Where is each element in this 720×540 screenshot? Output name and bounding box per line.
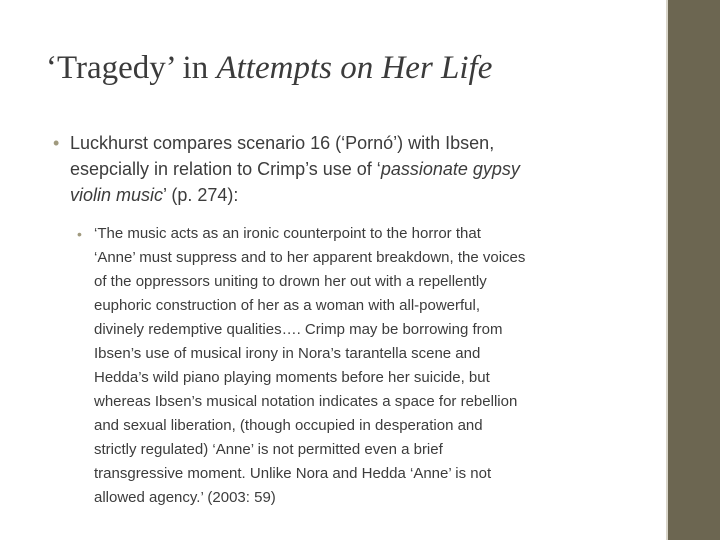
bullet-dot-icon: •	[53, 133, 60, 153]
quote-line: divinely redemptive qualities…. Crimp may be borrowing from	[94, 321, 503, 338]
bullet1-line-1	[70, 130, 494, 156]
bullet-dot-icon: •	[77, 226, 82, 242]
quote-line: and sexual liberation, (though occupied in desperation and	[94, 417, 483, 434]
bullet1-line-3	[70, 182, 238, 208]
bullet1-line-2-italic: passionate gypsy	[380, 159, 520, 179]
bullet1-line-3-text: ’ (p. 274):	[163, 185, 239, 205]
quote-line: of the oppressors uniting to drown her out with a repellently	[94, 273, 487, 290]
side-decorative-bar	[668, 0, 720, 540]
quote-line: ‘The music acts as an ironic counterpoint to the horror that	[94, 225, 481, 242]
title-italic-text: Attempts on Her Life	[216, 50, 493, 86]
quote-line: allowed agency.’ (2003: 59)	[94, 489, 276, 506]
quote-line: strictly regulated) ‘Anne’ is not permitted even a brief	[94, 441, 443, 458]
bullet1-line-2-text: esepcially in relation to Crimp’s use of ‘	[70, 159, 381, 179]
quote-line: whereas Ibsen’s musical notation indicates a space for rebellion	[94, 393, 518, 410]
title-text: ‘Tragedy’ in	[46, 50, 217, 86]
quote-line: ‘Anne’ must suppress and to her apparent breakdown, the voices	[94, 249, 526, 266]
quote-line: Hedda’s wild piano playing moments before her suicide, but	[94, 369, 490, 386]
quote-line: transgressive moment. Unlike Nora and Hedda ‘Anne’ is not	[94, 465, 492, 482]
bullet1-line-1-text: Luckhurst compares scenario 16 (‘Pornó’) with Ibsen,	[70, 133, 495, 153]
quote-line: euphoric construction of her as a woman with all-powerful,	[94, 297, 481, 314]
bullet1-line-2	[70, 156, 520, 182]
bullet1-line-3-italic: violin music	[70, 185, 164, 205]
slide-title	[46, 46, 646, 90]
quote-line: Ibsen’s use of musical irony in Nora’s tarantella scene and	[94, 345, 481, 362]
